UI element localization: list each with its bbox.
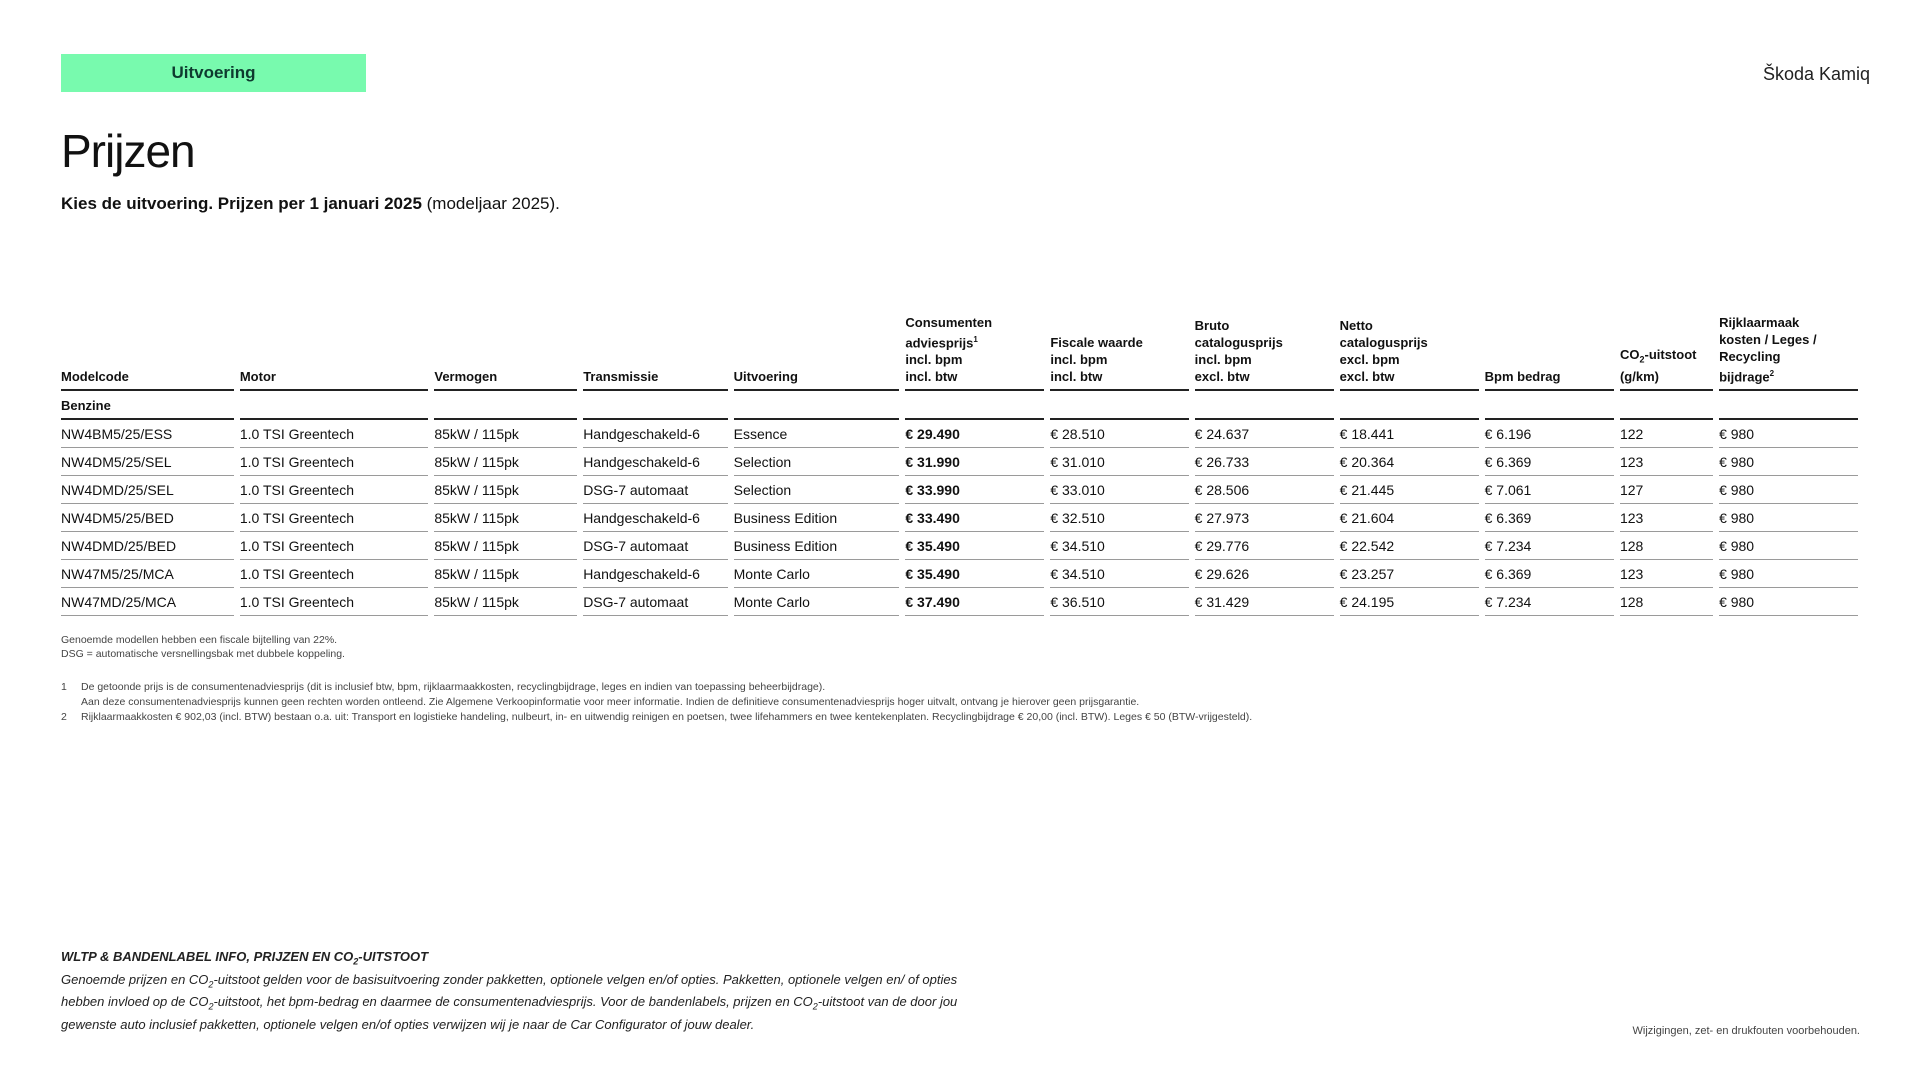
footnote-text: Rijklaarmaakkosten € 902,03 (incl. BTW) bestaan o.a. uit: Transport en logistieke handeling, nulbeurt, in- en uitwendig reinigen en poetsen, twee lifehammers en twee kentekenplaten. Recyclingbijdrage € 20,00 (incl. BTW). Leges € 50 (BTW-vrijgesteld).: [81, 711, 1253, 723]
cell-uitvoering: Selection: [734, 476, 900, 504]
cell-bruto: € 29.776: [1195, 532, 1334, 560]
cell-bpm: € 6.196: [1485, 420, 1614, 448]
cell-code: NW47M5/25/MCA: [61, 560, 234, 588]
cell-bpm: € 6.369: [1485, 448, 1614, 476]
table-row: [61, 588, 1858, 616]
col-netto-l2: catalogusprijs: [1339, 335, 1428, 351]
cell-co2: 123: [1620, 448, 1713, 476]
col-bruto-l4: excl. btw: [1194, 369, 1250, 385]
cell-code: NW4DMD/25/SEL: [61, 476, 234, 504]
wltp-t2-sub: 2: [208, 1001, 214, 1012]
cell-co2: 127: [1620, 476, 1713, 504]
footnote-ref-1: 1: [973, 335, 978, 344]
footnote: [61, 710, 1252, 725]
cell-motor: 1.0 TSI Greentech: [240, 420, 429, 448]
col-fiscale-l3: incl. btw: [1050, 369, 1103, 385]
cell-co2: 123: [1620, 504, 1713, 532]
notes: [61, 633, 345, 661]
cell-adviesprijs: € 33.990: [905, 476, 1044, 504]
cell-transmissie: DSG-7 automaat: [583, 532, 727, 560]
col-adviesprijs-l2: adviesprijs: [905, 335, 974, 351]
cell-netto: € 23.257: [1340, 560, 1479, 588]
wltp-head-b: -UITSTOOT: [358, 949, 429, 964]
footnote-number: [61, 695, 81, 710]
cell-netto: € 24.195: [1340, 588, 1479, 616]
table-row: [61, 420, 1858, 448]
cell-transmissie: DSG-7 automaat: [583, 476, 727, 504]
cell-vermogen: 85kW / 115pk: [434, 560, 577, 588]
cell-netto: € 22.542: [1340, 532, 1479, 560]
group-label: Benzine: [61, 391, 234, 420]
cell-transmissie: DSG-7 automaat: [583, 588, 727, 616]
cell-bruto: € 26.733: [1195, 448, 1334, 476]
group-row: [61, 391, 1858, 420]
cell-bruto: € 31.429: [1195, 588, 1334, 616]
col-rijk-l1: Rijklaarmaak: [1719, 315, 1800, 330]
col-rijk-l4: bijdrage: [1719, 369, 1770, 385]
footnote-number: 2: [61, 711, 67, 723]
table-row: [61, 448, 1858, 476]
cell-fiscaal: € 28.510: [1050, 420, 1188, 448]
table-row: [61, 476, 1858, 504]
col-fiscale-waarde: [1050, 314, 1188, 391]
col-fiscale-l2: incl. bpm: [1050, 352, 1108, 368]
table-row: [61, 504, 1858, 532]
cell-motor: 1.0 TSI Greentech: [240, 476, 429, 504]
col-transmissie: Transmissie: [583, 314, 727, 391]
wltp-t1: Genoemde prijzen en CO: [61, 971, 209, 987]
table-header-row: [61, 314, 1858, 391]
footnote: [61, 695, 1252, 710]
cell-uitvoering: Monte Carlo: [734, 560, 900, 588]
cell-fiscaal: € 34.510: [1050, 560, 1188, 588]
col-adviesprijs: [905, 314, 1044, 391]
cell-motor: 1.0 TSI Greentech: [240, 532, 429, 560]
cell-bpm: € 6.369: [1485, 560, 1614, 588]
cell-rijklaar: € 980: [1719, 448, 1858, 476]
subtitle-rest: (modeljaar 2025).: [421, 194, 560, 213]
cell-adviesprijs: € 33.490: [905, 504, 1044, 532]
col-vermogen: Vermogen: [434, 314, 577, 391]
cell-uitvoering: Monte Carlo: [734, 588, 900, 616]
col-co2-c: (g/km): [1619, 369, 1659, 385]
col-netto: [1340, 314, 1479, 391]
cell-code: NW4BM5/25/ESS: [61, 420, 234, 448]
cell-adviesprijs: € 35.490: [905, 560, 1044, 588]
footnote-ref-2: 2: [1769, 369, 1775, 378]
wltp-info: [61, 948, 961, 1033]
cell-netto: € 18.441: [1340, 420, 1479, 448]
section-tag: Uitvoering: [61, 54, 366, 92]
col-adviesprijs-l3: incl. bpm: [905, 352, 963, 368]
col-co2-sub: 2: [1639, 354, 1645, 365]
col-co2-a: CO: [1619, 346, 1640, 362]
cell-vermogen: 85kW / 115pk: [434, 420, 577, 448]
page-title: Prijzen: [61, 125, 195, 177]
cell-vermogen: 85kW / 115pk: [434, 476, 577, 504]
cell-rijklaar: € 980: [1719, 476, 1858, 504]
wltp-heading: [61, 948, 961, 971]
cell-rijklaar: € 980: [1719, 532, 1858, 560]
cell-vermogen: 85kW / 115pk: [434, 504, 577, 532]
cell-code: NW4DM5/25/SEL: [61, 448, 234, 476]
wltp-t1-sub: 2: [208, 979, 214, 990]
cell-transmissie: Handgeschakeld-6: [583, 420, 727, 448]
cell-bpm: € 7.234: [1485, 532, 1614, 560]
cell-vermogen: 85kW / 115pk: [434, 532, 577, 560]
cell-bruto: € 28.506: [1195, 476, 1334, 504]
cell-transmissie: Handgeschakeld-6: [583, 448, 727, 476]
cell-uitvoering: Selection: [734, 448, 900, 476]
price-table: [55, 314, 1864, 616]
cell-adviesprijs: € 29.490: [905, 420, 1044, 448]
col-co2-b: -uitstoot: [1644, 346, 1697, 362]
cell-bruto: € 27.973: [1195, 504, 1334, 532]
footnotes: [61, 680, 1252, 725]
wltp-t3: -uitstoot, het bpm-bedrag en daarmee de consumentenadviesprijs. Voor de bandenlabels, prijzen en CO: [213, 994, 813, 1010]
cell-co2: 122: [1620, 420, 1713, 448]
cell-motor: 1.0 TSI Greentech: [240, 588, 429, 616]
cell-fiscaal: € 34.510: [1050, 532, 1188, 560]
cell-co2: 128: [1620, 588, 1713, 616]
cell-code: NW4DM5/25/BED: [61, 504, 234, 532]
col-netto-l1: Netto: [1339, 318, 1373, 334]
disclaimer: Wijzigingen, zet- en drukfouten voorbehouden.: [1632, 1025, 1860, 1037]
footnote-number: 1: [61, 681, 67, 693]
cell-bpm: € 6.369: [1485, 504, 1614, 532]
wltp-t2: -uitstoot gelden voor de basisuitvoering zonder pakketten, optionele velgen en/of opties. Pakketten, optionele velgen en/ of opties hebben invloed op de CO: [61, 971, 958, 1010]
footnote-text: De getoonde prijs is de consumentenadviesprijs (dit is inclusief btw, bpm, rijklaarmaakkosten, recyclingbijdrage, leges en indien van toepassing beheerbijdrage).: [81, 681, 826, 693]
wltp-t4: -uitstoot van de door jou gewenste auto inclusief pakketten, optionele velgen en/of opties verwijzen wij je naar de Car Configurator of jouw dealer.: [61, 994, 958, 1032]
cell-motor: 1.0 TSI Greentech: [240, 560, 429, 588]
cell-motor: 1.0 TSI Greentech: [240, 504, 429, 532]
col-netto-l4: excl. btw: [1339, 369, 1395, 385]
cell-transmissie: Handgeschakeld-6: [583, 504, 727, 532]
cell-bruto: € 29.626: [1195, 560, 1334, 588]
cell-uitvoering: Essence: [734, 420, 900, 448]
cell-motor: 1.0 TSI Greentech: [240, 448, 429, 476]
cell-code: NW47MD/25/MCA: [61, 588, 234, 616]
col-bpm: Bpm bedrag: [1485, 314, 1614, 391]
table-row: [61, 532, 1858, 560]
cell-bpm: € 7.061: [1485, 476, 1614, 504]
cell-adviesprijs: € 31.990: [905, 448, 1044, 476]
col-bruto: [1195, 314, 1334, 391]
cell-co2: 123: [1620, 560, 1713, 588]
cell-vermogen: 85kW / 115pk: [434, 448, 577, 476]
wltp-head-a: WLTP & BANDENLABEL INFO, PRIJZEN EN CO: [61, 949, 354, 964]
cell-code: NW4DMD/25/BED: [61, 532, 234, 560]
cell-rijklaar: € 980: [1719, 588, 1858, 616]
cell-bruto: € 24.637: [1195, 420, 1334, 448]
cell-fiscaal: € 31.010: [1050, 448, 1188, 476]
subtitle-bold: Kies de uitvoering. Prijzen per 1 januari 2025: [61, 194, 422, 213]
col-co2: [1620, 314, 1713, 391]
col-bruto-l1: Bruto: [1194, 318, 1230, 334]
footnote-text: Aan deze consumentenadviesprijs kunnen geen rechten worden ontleend. Zie Algemene Verkoopinformatie voor meer informatie. Indien de definitieve consumentenadviesprijs hoger uitvalt, ontvang je hierover geen prijsgarantie.: [81, 696, 1140, 708]
col-netto-l3: excl. bpm: [1339, 352, 1400, 368]
note-bijtelling: Genoemde modellen hebben een fiscale bijtelling van 22%.: [61, 634, 338, 646]
wltp-t3-sub: 2: [812, 1001, 818, 1012]
cell-fiscaal: € 36.510: [1050, 588, 1188, 616]
cell-uitvoering: Business Edition: [734, 504, 900, 532]
cell-rijklaar: € 980: [1719, 504, 1858, 532]
cell-uitvoering: Business Edition: [734, 532, 900, 560]
col-rijklaar: [1719, 314, 1858, 391]
table-row: [61, 560, 1858, 588]
col-bruto-l2: catalogusprijs: [1194, 335, 1283, 351]
wltp-head-sub: 2: [353, 956, 359, 967]
cell-netto: € 20.364: [1340, 448, 1479, 476]
col-rijk-l3: Recycling: [1719, 349, 1781, 364]
cell-netto: € 21.604: [1340, 504, 1479, 532]
cell-fiscaal: € 33.010: [1050, 476, 1188, 504]
col-rijk-l2: kosten / Leges /: [1719, 332, 1817, 347]
col-bruto-l3: incl. bpm: [1194, 352, 1252, 368]
brand-name: Škoda Kamiq: [1762, 64, 1870, 84]
cell-netto: € 21.445: [1340, 476, 1479, 504]
cell-fiscaal: € 32.510: [1050, 504, 1188, 532]
col-adviesprijs-l4: incl. btw: [905, 369, 958, 385]
cell-vermogen: 85kW / 115pk: [434, 588, 577, 616]
page-subtitle: [61, 194, 560, 214]
cell-adviesprijs: € 37.490: [905, 588, 1044, 616]
col-adviesprijs-l1: Consumenten: [905, 315, 993, 330]
note-dsg: DSG = automatische versnellingsbak met dubbele koppeling.: [61, 648, 345, 660]
cell-co2: 128: [1620, 532, 1713, 560]
cell-rijklaar: € 980: [1719, 420, 1858, 448]
col-modelcode: Modelcode: [61, 314, 234, 391]
cell-adviesprijs: € 35.490: [905, 532, 1044, 560]
col-motor: Motor: [240, 314, 429, 391]
wltp-text: [61, 971, 961, 1033]
cell-bpm: € 7.234: [1485, 588, 1614, 616]
col-fiscale-l1: Fiscale waarde: [1050, 335, 1143, 351]
cell-rijklaar: € 980: [1719, 560, 1858, 588]
col-uitvoering: Uitvoering: [734, 314, 900, 391]
cell-transmissie: Handgeschakeld-6: [583, 560, 727, 588]
footnote: [61, 680, 1252, 695]
